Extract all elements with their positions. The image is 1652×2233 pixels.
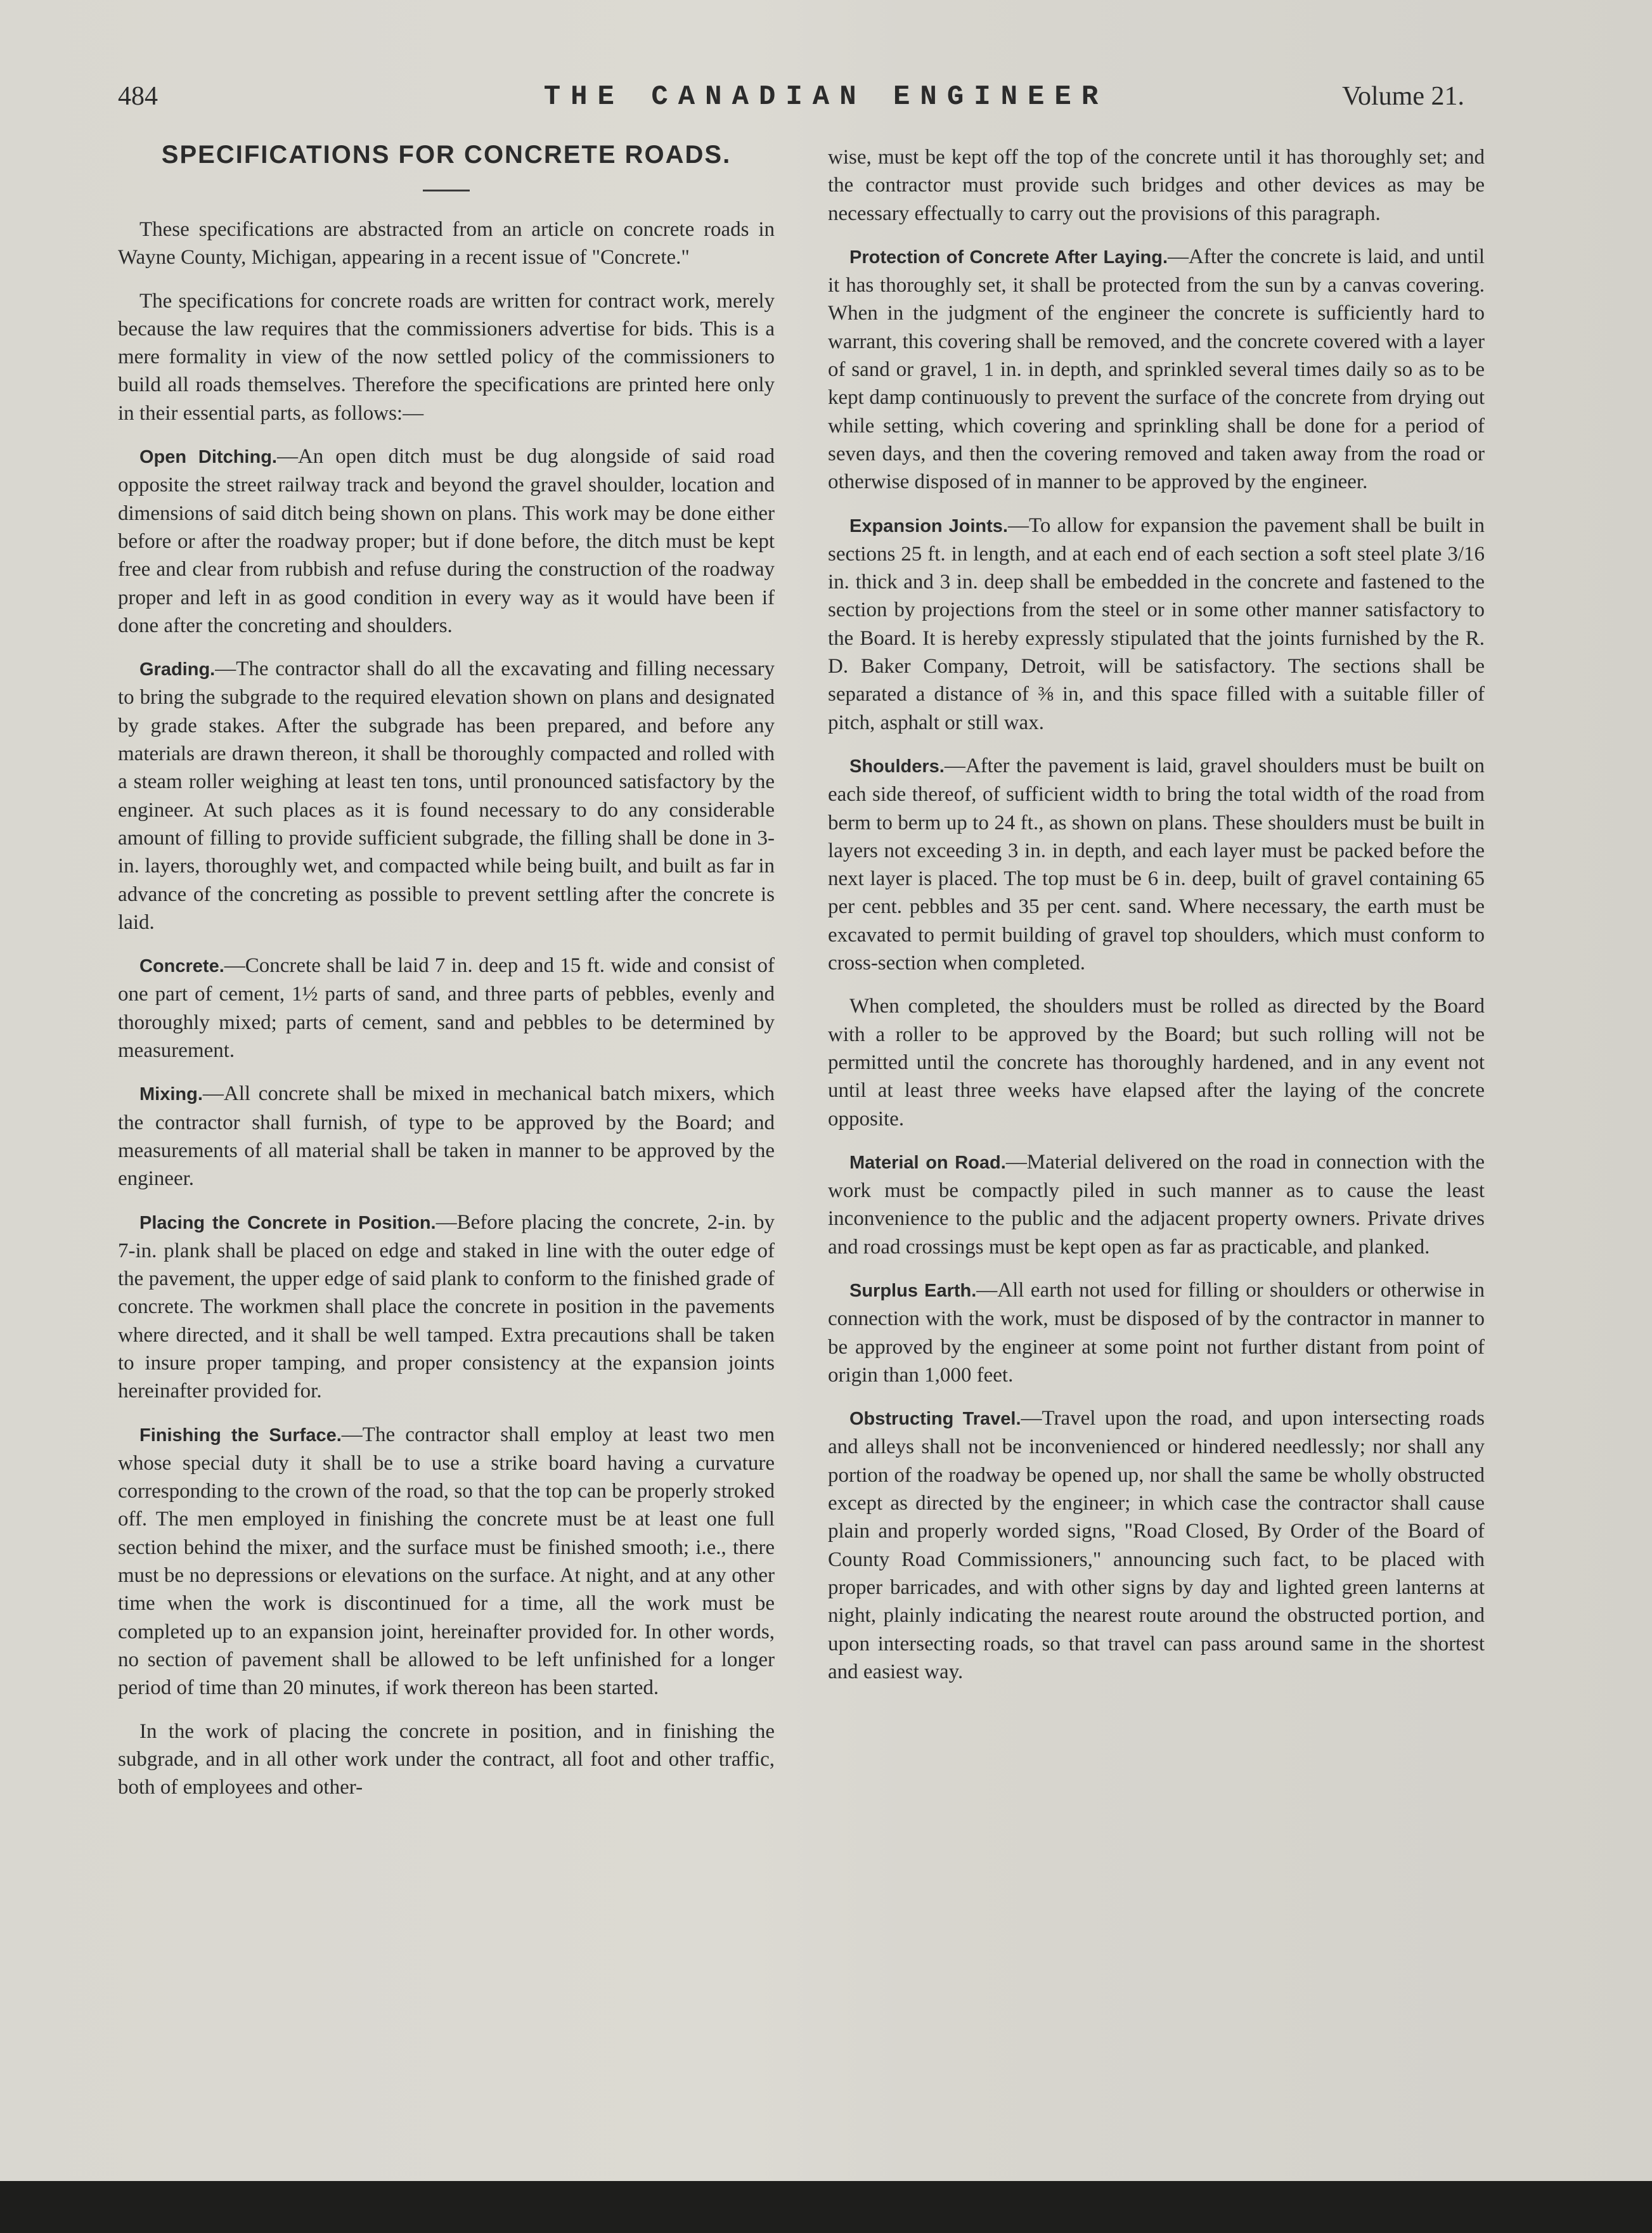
run-in-heading: Protection of Concrete After Laying. (849, 247, 1168, 268)
paragraph (828, 1276, 1485, 1389)
paragraph-text: wise, must be kept off the top of the concrete until it has thoroughly set; and the contractor must provide such bridges and other devices as may be necessary effectually to carry out the provisions of this paragraph. (828, 146, 1485, 225)
left-column (118, 134, 775, 1816)
paragraph-text: In the work of placing the concrete in position, and in finishing the subgrade, and in all other work under the contract, all foot and other traffic, both of employees and other- (118, 1719, 775, 1799)
paragraph-text: The specifications for concrete roads are written for contract work, merely because the law requires that the commissioners advertise for bids. This is a mere formality in view of the now settled policy of the commissioners to build all roads themselves. Therefore the specifications are printed here only in their essential parts, as follows:— (118, 289, 775, 425)
paragraph-text: —Concrete shall be laid 7 in. deep and 15 ft. wide and consist of one part of cement, 1½ parts of sand, and three parts of pebbles, evenly and thoroughly mixed; parts of cement, sand and pebbles to be determined by measurement. (118, 954, 775, 1063)
page-header (0, 81, 1652, 126)
paragraph (118, 443, 775, 640)
paragraph (118, 1718, 775, 1802)
run-in-heading: Grading. (139, 659, 216, 680)
paragraph-text: When completed, the shoulders must be rolled as directed by the Board with a roller to be approved by the Board; but such rolling will not be permitted until the concrete has thoroughly hardened, and in any event not until at least three weeks have elapsed after the laying of the concrete opposite. (828, 995, 1485, 1130)
paragraph (828, 143, 1485, 228)
run-in-heading: Open Ditching. (139, 447, 277, 468)
paragraph (118, 952, 775, 1065)
scan-border (0, 2181, 1652, 2233)
paragraph-text: —All concrete shall be mixed in mechanical batch mixers, which the contractor shall furnish, of type to be approved by the Board; and measurements of all material shall be taken in manner to be approved by the engineer. (118, 1082, 775, 1191)
paragraph-text: These specifications are abstracted from an article on concrete roads in Wayne County, Michigan, appearing in a recent issue of "Concrete." (118, 218, 775, 269)
paragraph-text: —After the concrete is laid, and until it has thoroughly set, it shall be protected from the sun by a canvas covering. When in the judgment of the engineer the concrete is sufficiently hard to warrant, this covering shall be removed, and the concrete covered with a layer of sand or gravel, 1 in. in depth, and sprinkled several times daily so as to be kept damp continuously to prevent the surface of the concrete from drying out while setting, which covering and sprinkling shall be done for a period of seven days, and then the covering removed and taken away from the road or otherwise disposed of in manner to be approved by the engineer. (828, 245, 1485, 494)
run-in-heading: Material on Road. (849, 1152, 1006, 1173)
run-in-heading: Mixing. (139, 1084, 203, 1105)
left-column-body (118, 216, 775, 1801)
paragraph (118, 1208, 775, 1406)
run-in-heading: Expansion Joints. (849, 515, 1008, 536)
paragraph (118, 655, 775, 936)
paragraph-text: —The contractor shall do all the excavating and filling necessary to bring the subgrade to the required elevation shown on plans and designated by grade stakes. After the subgrade has been prepared, and before any materials are drawn thereon, it shall be thoroughly compacted and rolled with a steam roller weighing at least ten tons, until pronounced satisfactory by the engineer. At such places as it is found necessary to do any considerable amount of filling to provide sufficient subgrade, the filling shall be done in 3-in. layers, thoroughly wet, and compacted while being built, and built as far in advance of the concreting as possible to prevent settling after the concrete is laid. (118, 657, 775, 934)
paragraph (828, 243, 1485, 496)
paragraph (828, 752, 1485, 977)
right-column-body (828, 143, 1485, 1686)
paragraph (828, 1148, 1485, 1261)
paragraph (828, 512, 1485, 737)
paragraph (118, 1421, 775, 1702)
paragraph-text: —To allow for expansion the pavement shall be built in sections 25 ft. in length, and at each end of each section a soft steel plate 3/16 in. thick and 3 in. deep shall be embedded in the concrete and fastened to the section by projections from the steel or in some other manner satisfactory to the Board. It is hereby expressly stipulated that the joints furnished by the R. D. Baker Company, Detroit, will be satisfactory. The sections shall be separated a distance of ⅜ in, and this space filled with a suitable filler of pitch, asphalt or still wax. (828, 514, 1485, 734)
right-column (828, 143, 1485, 1701)
paragraph-text: —The contractor shall employ at least two men whose special duty it shall be to use a strike board having a curvature corresponding to the crown of the road, so that the top can be properly stroked off. The men employed in finishing the concrete must be at least one full section behind the mixer, and the surface must be finished smooth; i.e., there must be no depressions or elevations on the surface. At night, and at any other time when the work is discontinued for a time, all the work must be completed up to an expansion joint, hereinafter provided for. In other words, no section of pavement shall be allowed to be left unfinished for a longer period of time than 20 minutes, if work thereon has been started. (118, 1423, 775, 1700)
paragraph (828, 992, 1485, 1132)
paragraph-text: —All earth not used for filling or shoulders or otherwise in connection with the work, must be disposed of by the contractor in manner to be approved by the engineer at some point not further distant from point of origin than 1,000 feet. (828, 1278, 1485, 1387)
paragraph-text: —An open ditch must be dug alongside of said road opposite the street railway track and beyond the gravel shoulder, location and dimensions of said ditch being shown on plans. This work may be done either before or after the roadway proper; but if done before, the ditch must be kept free and clear from rubbish and refuse during the construction of the roadway proper and left in as good condition in every way as it would have been if done after the concreting and shoulders. (118, 445, 775, 637)
paragraph-text: —Before placing the concrete, 2-in. by 7-in. plank shall be placed on edge and staked in line with the outer edge of the pavement, the upper edge of said plank to conform to the finished grade of concrete. The workmen shall place the concrete in position in the pavements where directed, and it shall be well tamped. Extra precautions shall be taken to insure proper tamping, and proper consistency at the expansion joints hereinafter provided for. (118, 1210, 775, 1403)
run-in-heading: Surplus Earth. (849, 1280, 977, 1301)
run-in-heading: Concrete. (139, 956, 224, 977)
run-in-heading: Shoulders. (849, 756, 945, 777)
paragraph (118, 1080, 775, 1193)
title-rule (423, 190, 470, 191)
paragraph (828, 1404, 1485, 1686)
article-title: SPECIFICATIONS FOR CONCRETE ROADS. (161, 141, 732, 169)
volume-label: Volume 21. (1342, 82, 1464, 111)
run-in-heading: Obstructing Travel. (849, 1409, 1021, 1430)
paragraph-text: —After the pavement is laid, gravel shoulders must be built on each side thereof, of sufficient width to bring the total width of the road from berm to berm up to 24 ft., as shown on plans. These shoulders must be built in layers not exceeding 3 in. in depth, and each layer must be packed before the next layer is placed. The top must be 6 in. deep, built of gravel containing 65 per cent. pebbles and 35 per cent. sand. Where necessary, the earth must be excavated to permit building of gravel top shoulders, which must conform to cross-section when completed. (828, 754, 1485, 975)
paragraph-text: —Travel upon the road, and upon intersecting roads and alleys shall not be inconvenienced or hindered needlessly; nor shall any portion of the roadway be opened up, nor shall the same be wholly obstructed except as directed by the engineer; in which case the contractor shall cause plain and properly worded signs, "Road Closed, By Order of the Board of County Road Commissioners," announcing such fact, to be placed with proper barricades, and with other signs by day and lighted green lanterns at night, plainly indicating the nearest route around the obstructed portion, and upon intersecting roads, so that travel can pass around same in the shortest and easiest way. (828, 1407, 1485, 1683)
paragraph-text: —Material delivered on the road in connection with the work must be compactly piled in such manner as to cause the least inconvenience to the public and the adjacent property owners. Private drives and road crossings must be kept open as far as practicable, and planked. (828, 1150, 1485, 1259)
run-in-heading: Placing the Concrete in Position. (139, 1212, 436, 1233)
paragraph (118, 216, 775, 272)
journal-title: THE CANADIAN ENGINEER (543, 81, 1109, 113)
page-number: 484 (118, 82, 158, 111)
run-in-heading: Finishing the Surface. (139, 1425, 342, 1446)
paragraph (118, 287, 775, 427)
